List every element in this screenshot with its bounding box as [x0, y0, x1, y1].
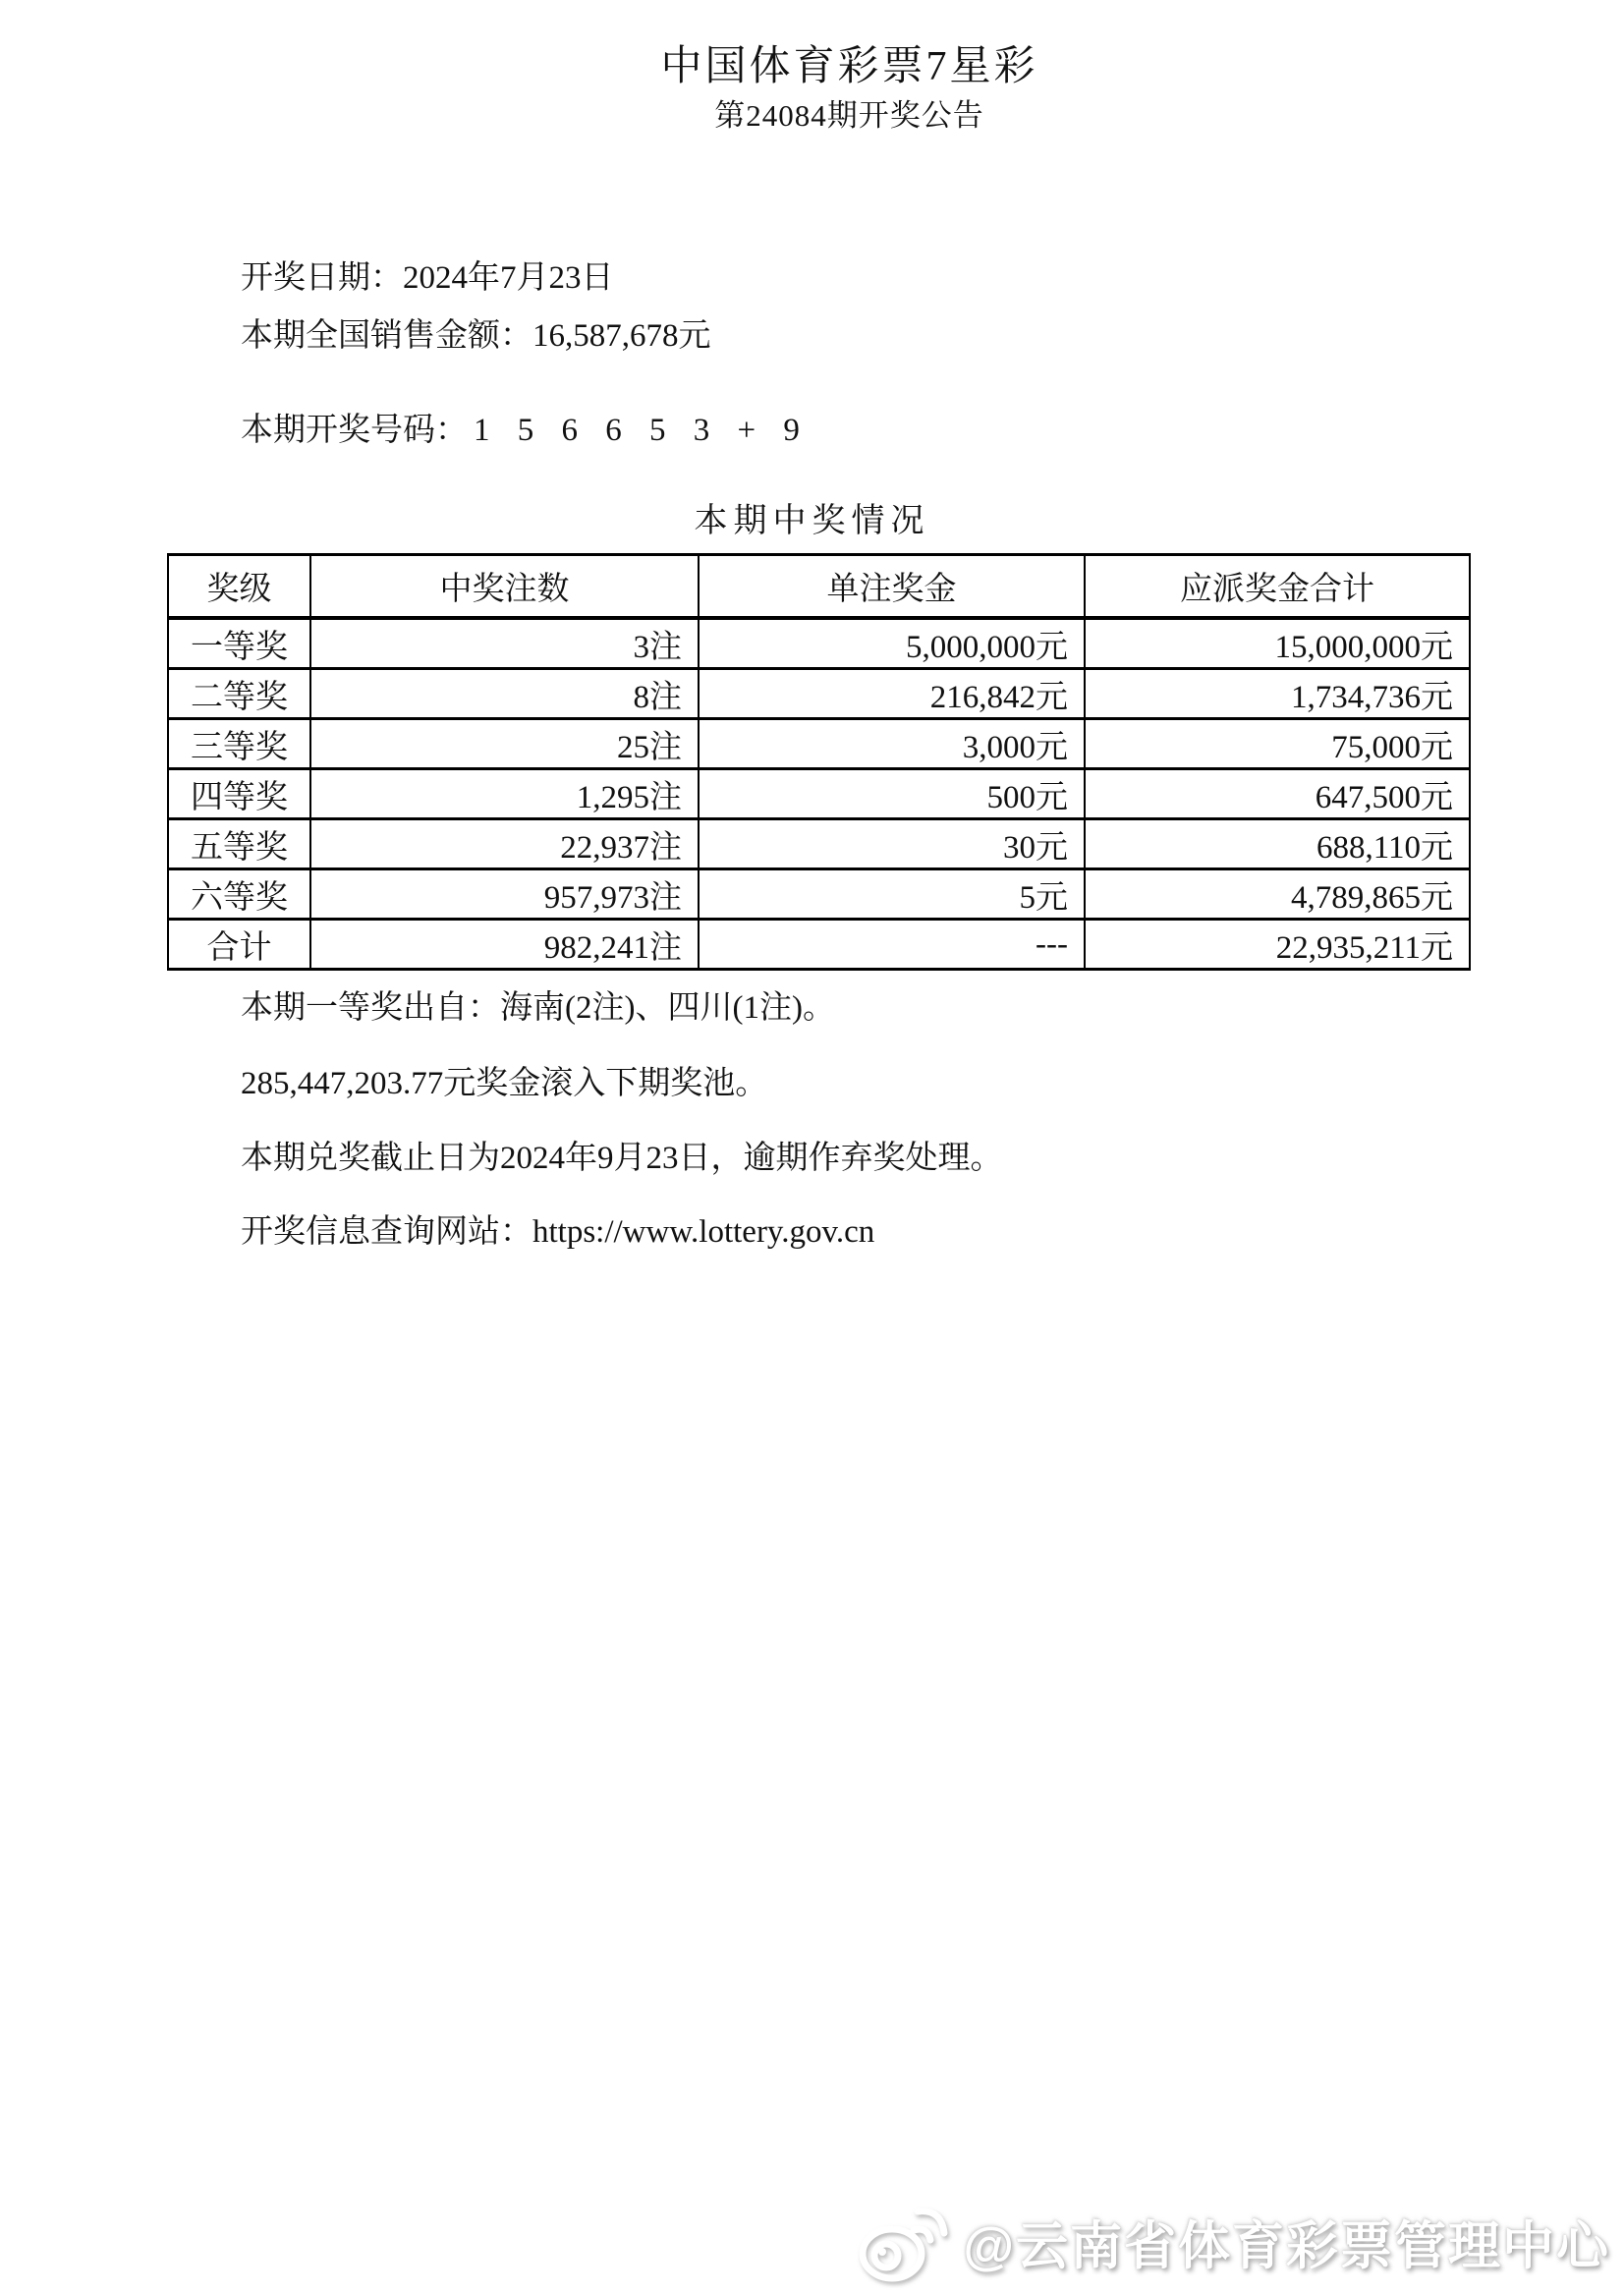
- prize-table: [167, 553, 1471, 971]
- total-payout-cell: 22,935,211元: [1085, 920, 1470, 970]
- table-header-row: [168, 555, 1470, 619]
- prize-level-cell: 二等奖: [168, 669, 310, 719]
- total-payout-cell: 75,000元: [1085, 719, 1470, 769]
- total-payout-cell: 1,734,736元: [1085, 669, 1470, 719]
- single-prize-cell: 216,842元: [699, 669, 1085, 719]
- table-caption: 本期中奖情况: [694, 503, 930, 539]
- table-row: [168, 719, 1470, 769]
- watermark: [855, 2199, 1610, 2285]
- winning-bets-cell: 8注: [310, 669, 699, 719]
- table-row: [168, 819, 1470, 869]
- single-prize-cell: 5元: [699, 869, 1085, 920]
- winning-bets-cell: 1,295注: [310, 769, 699, 819]
- sales-amount-line: 本期全国销售金额：16,587,678元: [241, 318, 711, 354]
- single-prize-cell: 500元: [699, 769, 1085, 819]
- total-payout-cell: 15,000,000元: [1085, 618, 1470, 669]
- single-prize-cell: 5,000,000元: [699, 618, 1085, 669]
- winning-bets-cell: 3注: [310, 618, 699, 669]
- watermark-text: @云南省体育彩票管理中心: [963, 2217, 1610, 2275]
- table-row: [168, 618, 1470, 669]
- column-header-winning-bets: 中奖注数: [310, 555, 699, 619]
- prize-level-cell: 合计: [168, 920, 310, 970]
- table-row: [168, 869, 1470, 920]
- table-row: [168, 920, 1470, 970]
- winning-bets-cell: 982,241注: [310, 920, 699, 970]
- note-website: [241, 1205, 874, 1252]
- prize-level-cell: 四等奖: [168, 769, 310, 819]
- note-first-prize-origin: 本期一等奖出自：海南(2注)、四川(1注)。: [241, 990, 835, 1026]
- note-rollover: 285,447,203.77元奖金滚入下期奖池。: [241, 1066, 768, 1101]
- total-payout-cell: 4,789,865元: [1085, 869, 1470, 920]
- total-payout-cell: 647,500元: [1085, 769, 1470, 819]
- column-header-prize-level: 奖级: [168, 555, 310, 619]
- page-subtitle: 第24084期开奖公告: [714, 98, 984, 133]
- page-title: 中国体育彩票7星彩: [660, 44, 1038, 89]
- column-header-single-prize: 单注奖金: [699, 555, 1085, 619]
- draw-date-line: 开奖日期：2024年7月23日: [241, 260, 614, 296]
- prize-level-cell: 一等奖: [168, 618, 310, 669]
- weibo-icon: [855, 2199, 953, 2285]
- winning-numbers-value: 1 5 6 6 5 3 + 9: [474, 413, 810, 448]
- website-url[interactable]: https://www.lottery.gov.cn: [532, 1214, 875, 1250]
- winning-bets-cell: 25注: [310, 719, 699, 769]
- prize-level-cell: 三等奖: [168, 719, 310, 769]
- table-row: [168, 669, 1470, 719]
- single-prize-cell: 30元: [699, 819, 1085, 869]
- website-label: 开奖信息查询网站：: [241, 1214, 532, 1250]
- single-prize-cell: 3,000元: [699, 719, 1085, 769]
- prize-level-cell: 六等奖: [168, 869, 310, 920]
- winning-numbers-line: [241, 404, 810, 450]
- table-row: [168, 769, 1470, 819]
- column-header-total-payout: 应派奖金合计: [1085, 555, 1470, 619]
- winning-bets-cell: 957,973注: [310, 869, 699, 920]
- winning-bets-cell: 22,937注: [310, 819, 699, 869]
- single-prize-cell: ---: [699, 920, 1085, 970]
- total-payout-cell: 688,110元: [1085, 819, 1470, 869]
- winning-numbers-label: 本期开奖号码：: [241, 413, 468, 448]
- note-deadline: 本期兑奖截止日为2024年9月23日，逾期作弃奖处理。: [241, 1141, 1003, 1176]
- prize-level-cell: 五等奖: [168, 819, 310, 869]
